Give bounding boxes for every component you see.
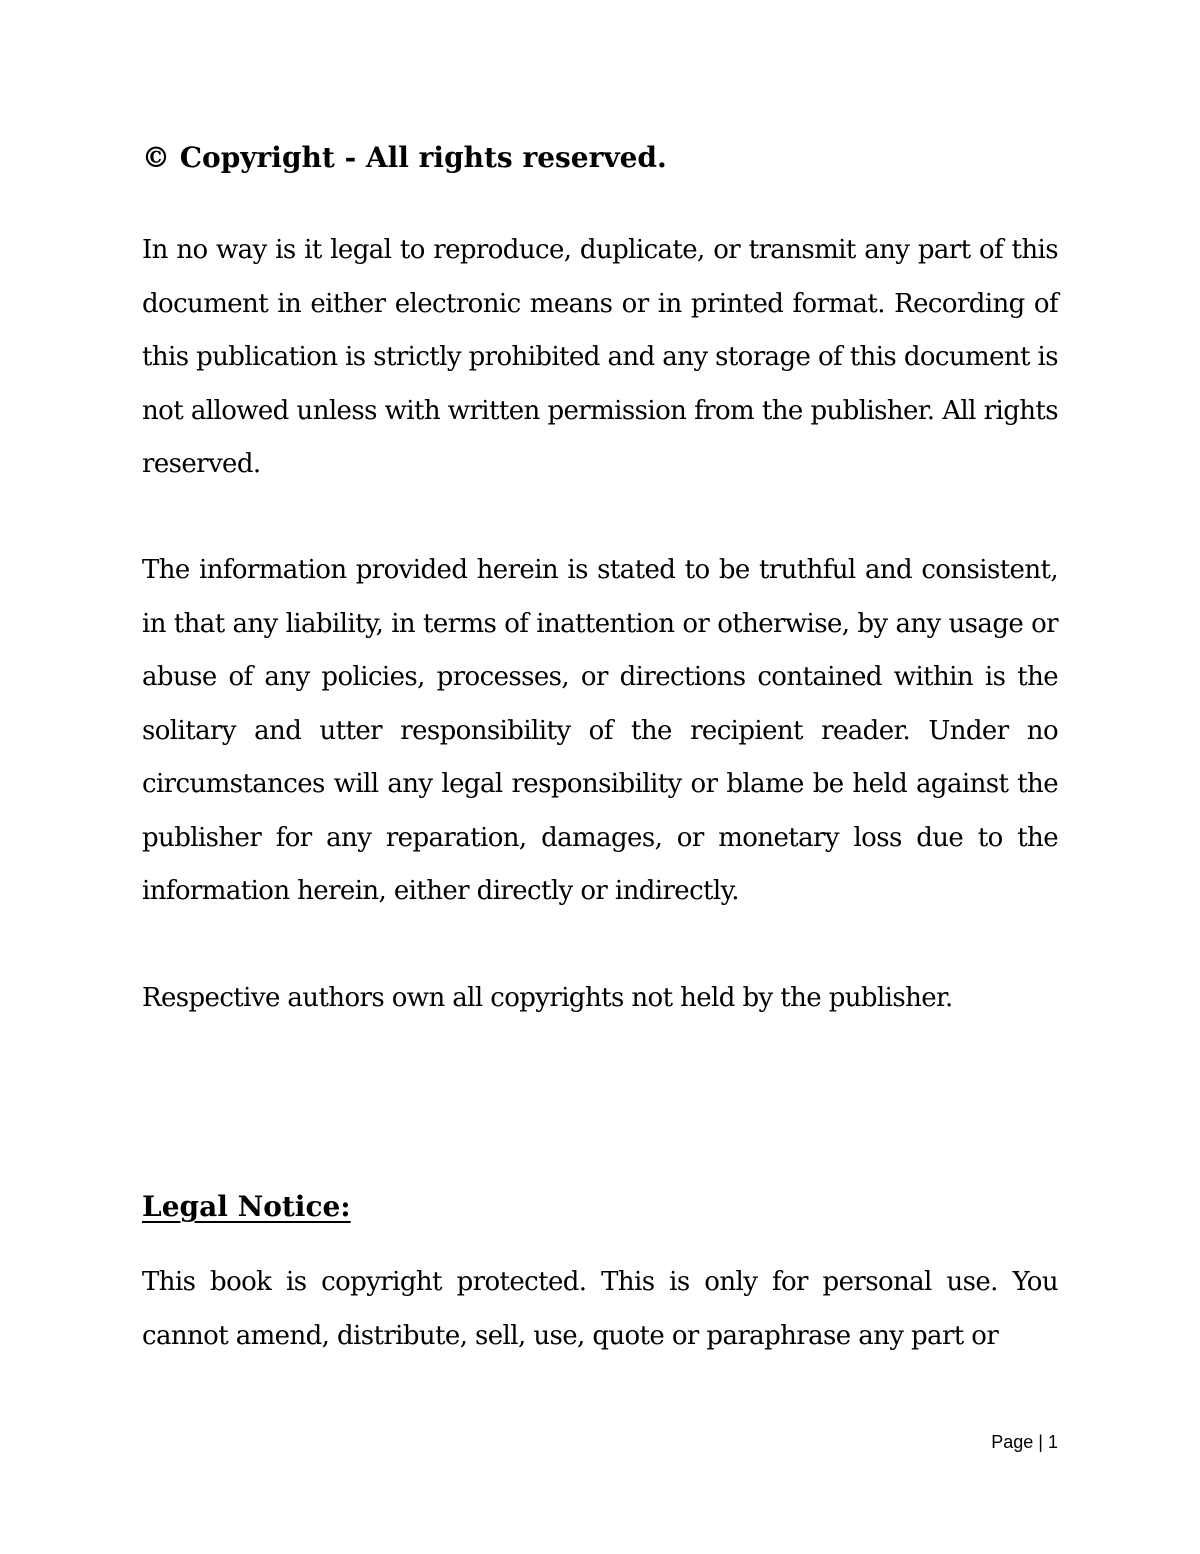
page-number: Page | 1 bbox=[991, 1432, 1058, 1452]
copyright-heading: © Copyright - All rights reserved. bbox=[142, 141, 667, 174]
legal-notice-heading: Legal Notice: bbox=[142, 1190, 351, 1223]
disclaimer-paragraph: The information provided herein is stated to be truthful and consistent, in that any liability, in terms of inattention or otherwise, by any usage or abuse of any policies, processes, or directions contained within is the solitary and utter responsibility of the recipient reader. Under no circumstances will any legal responsibility or blame be held against the publisher for any reparation, damages, or monetary loss due to the information herein, either directly or indirectly. bbox=[142, 555, 1058, 906]
reproduction-paragraph: In no way is it legal to reproduce, duplicate, or transmit any part of this document in either electronic means or in printed format. Recording of this publication is strictly prohibited and any storage of this document is not allowed unless with written permission from the publisher. All rights reserved. bbox=[142, 235, 1058, 479]
legal-notice-paragraph: This book is copyright protected. This is only for personal use. You cannot amend, distribute, sell, use, quote or paraphrase any part or bbox=[142, 1267, 1058, 1351]
authors-copyright-line: Respective authors own all copyrights not held by the publisher. bbox=[142, 983, 953, 1013]
